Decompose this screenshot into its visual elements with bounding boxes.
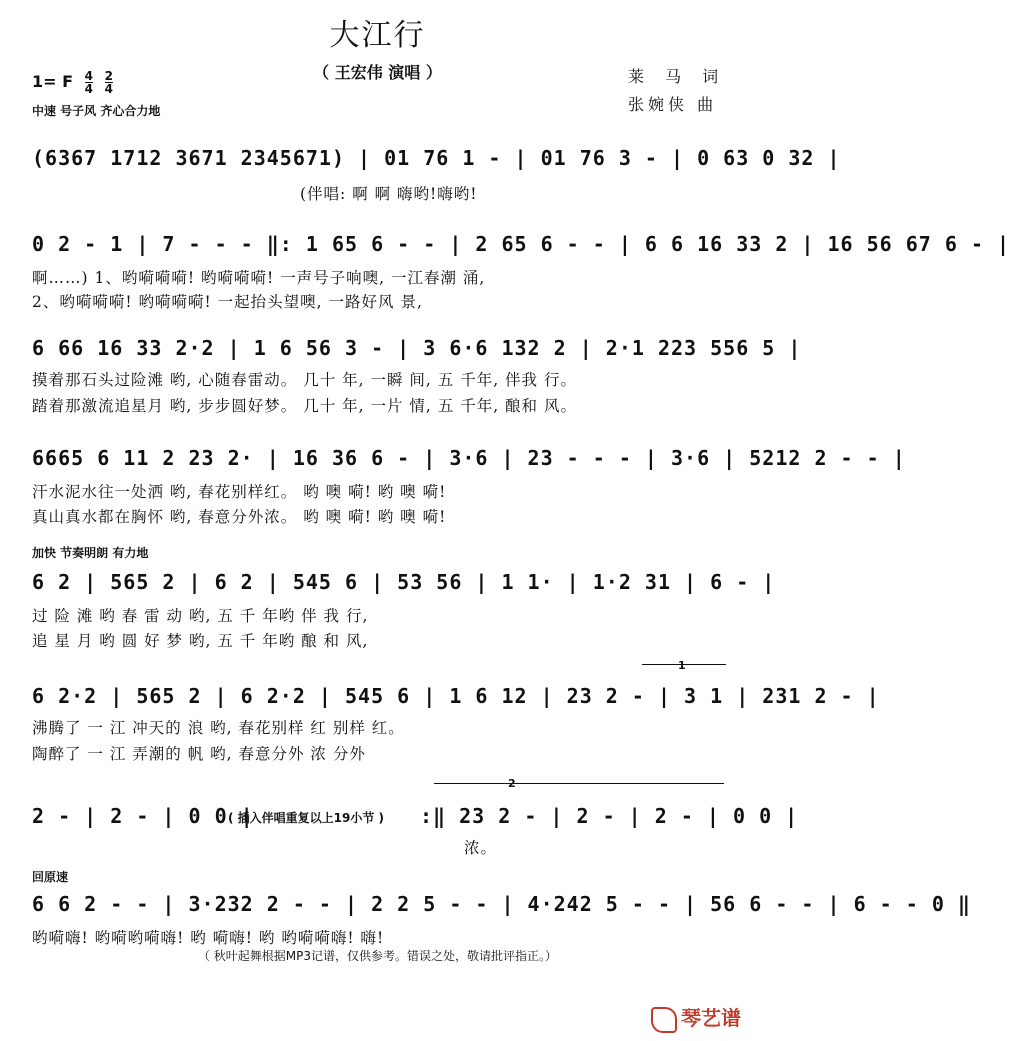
lyric-line-3b: 踏着那激流追星月 哟, 步步圆好梦。 几十 年, 一片 情, 五 千年, 酿和 风。 [32, 397, 577, 415]
logo-icon [651, 1007, 677, 1033]
lyric-line-4a: 汗水泥水往一处洒 哟, 春花别样红。 哟 噢 嗬! 哟 噢 嗬! [32, 483, 447, 501]
tempo-marking: 中速 号子风 齐心合力地 [32, 104, 161, 118]
notation-line-4: 6665 6 11 2 23 2· | 16 36 6 - | 3·6 | 23 - - - | 3·6 | 5212 2 - - | [32, 446, 906, 470]
time-sig-1-num: 4 [84, 69, 93, 83]
notation-line-3: 6 66 16 33 2·2 | 1 6 56 3 - | 3 6·6 132 2 | 2·1 223 556 5 | [32, 336, 802, 360]
notation-line-7a: 2 - | 2 - | 0 0 | [32, 804, 254, 828]
notation-line-7b: :‖ 23 2 - | 2 - | 2 - | 0 0 | [420, 804, 799, 828]
lyric-line-2b: 2、哟嗬嗬嗬! 哟嗬嗬嗬! 一起抬头望噢, 一路好风 景, [32, 293, 423, 311]
repeat-instruction: ( 插入伴唱重复以上19小节 ) [228, 811, 385, 825]
transcription-note: （ 秋叶起舞根据MP3记谱，仅供参考。错误之处，敬请批评指正。） [197, 949, 558, 963]
performer-subtitle: （ 王宏伟 演唱 ） [313, 63, 442, 82]
notation-line-8: 6 6 2 - - | 3·232 2 - - | 2 2 5 - - | 4·242 5 - - | 56 6 - - | 6 - - 0 ‖ [32, 892, 971, 916]
key-signature [32, 70, 113, 95]
lyric-line-1: (伴唱: 啊 啊 嗨哟!嗨哟! [300, 185, 478, 203]
lyric-line-5a: 过 险 滩 哟 春 雷 动 哟, 五 千 年哟 伴 我 行, [32, 607, 369, 625]
notation-line-2: 0 2 - 1 | 7 - - - ‖: 1 65 6 - - | 2 65 6 - - | 6 6 16 33 2 | 16 56 67 6 - | [32, 232, 1010, 256]
key-label: 1= F [32, 72, 74, 91]
lyric-line-2a: 啊……) 1、哟嗬嗬嗬! 哟嗬嗬嗬! 一声号子响噢, 一江春潮 涌, [32, 269, 486, 287]
time-sig-2-num: 2 [104, 69, 113, 83]
volta-2-label: 2 [508, 777, 516, 790]
notation-line-5: 6 2 | 565 2 | 6 2 | 545 6 | 53 56 | 1 1· | 1·2 31 | 6 - | [32, 570, 776, 594]
song-title: 大江行 [329, 18, 426, 53]
tempo-marking-return: 回原速 [32, 870, 69, 884]
volta-2-bracket [434, 783, 724, 784]
lyric-line-8: 哟嗬嗨! 哟嗬哟嗬嗨! 哟 嗬嗨! 哟 哟嗬嗬嗨! 嗨! [32, 929, 385, 947]
composer-credit: 张婉侠 曲 [628, 95, 718, 114]
lyric-line-7: 浓。 [464, 839, 498, 857]
notation-line-1: (6367 1712 3671 2345671) | 01 76 1 - | 01 76 3 - | 0 63 0 32 | [32, 146, 841, 170]
lyric-line-3a: 摸着那石头过险滩 哟, 心随春雷动。 几十 年, 一瞬 间, 五 千年, 伴我 行。 [32, 371, 577, 389]
lyric-line-6a: 沸腾了 一 江 冲天的 浪 哟, 春花别样 红 别样 红。 [32, 719, 405, 737]
lyricist-credit: 莱 马 词 [628, 67, 727, 86]
lyric-line-4b: 真山真水都在胸怀 哟, 春意分外浓。 哟 噢 嗬! 哟 噢 嗬! [32, 508, 447, 526]
time-sig-1-den: 4 [84, 82, 93, 96]
tempo-marking-faster: 加快 节奏明朗 有力地 [32, 546, 149, 560]
logo-text: 琴艺谱 [681, 1006, 741, 1030]
lyric-line-6b: 陶醉了 一 江 弄潮的 帆 哟, 春意分外 浓 分外 [32, 745, 366, 763]
lyric-line-5b: 追 星 月 哟 圆 好 梦 哟, 五 千 年哟 酿 和 风, [32, 632, 369, 650]
notation-line-6: 6 2·2 | 565 2 | 6 2·2 | 545 6 | 1 6 12 | 23 2 - | 3 1 | 231 2 - | [32, 684, 880, 708]
volta-1-label: 1 [678, 659, 686, 672]
site-logo [651, 1002, 741, 1033]
time-signature-2 [105, 70, 113, 95]
time-sig-2-den: 4 [104, 82, 113, 96]
time-signature-1 [85, 70, 93, 95]
